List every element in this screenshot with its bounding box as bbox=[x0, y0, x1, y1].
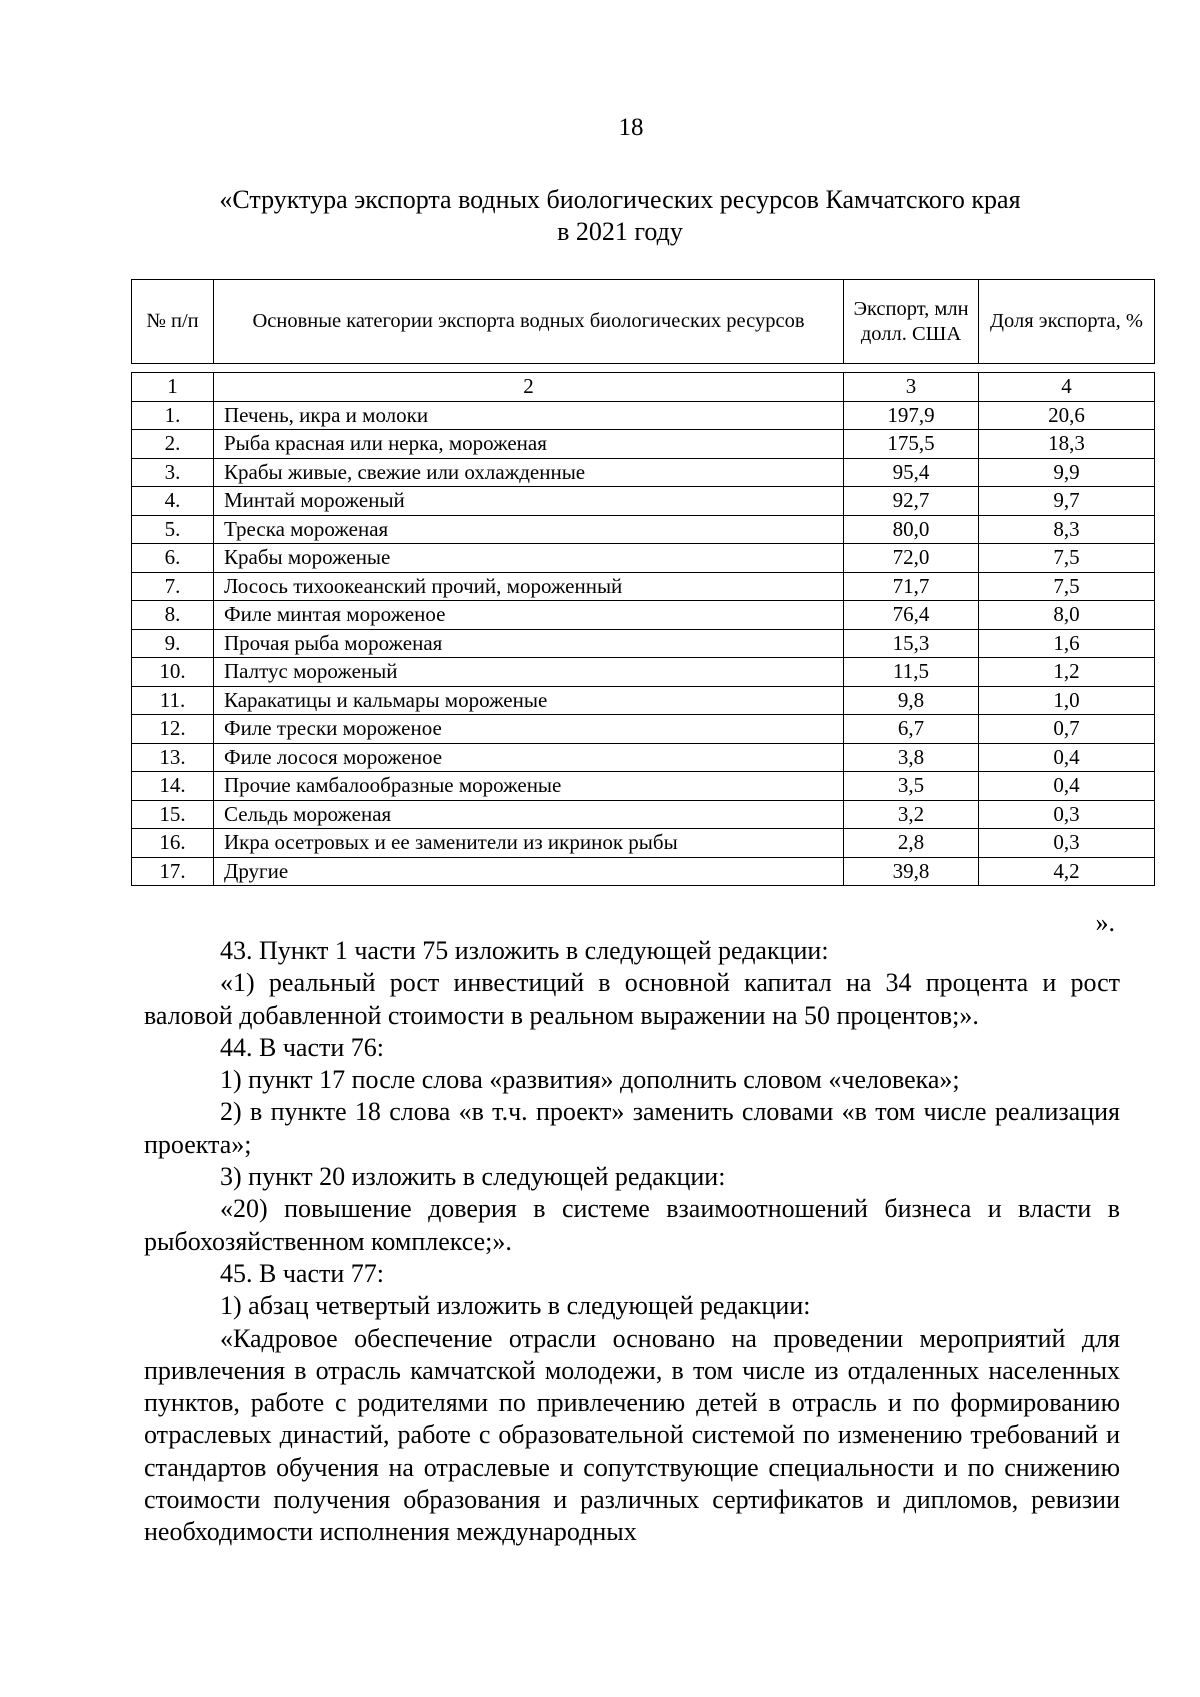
row-category: Прочая рыба мороженая bbox=[214, 629, 844, 658]
row-category: Крабы живые, свежие или охлажденные bbox=[214, 458, 844, 487]
row-number: 4. bbox=[132, 487, 214, 516]
row-category: Икра осетровых и ее заменители из икринок рыбы bbox=[214, 829, 844, 858]
row-share-value: 7,5 bbox=[979, 544, 1155, 573]
table-row bbox=[132, 658, 1155, 687]
row-share-value: 1,6 bbox=[979, 629, 1155, 658]
row-export-value: 39,8 bbox=[844, 857, 979, 886]
row-number: 13. bbox=[132, 743, 214, 772]
row-export-value: 197,9 bbox=[844, 401, 979, 430]
export-table bbox=[131, 372, 1155, 886]
table-row bbox=[132, 800, 1155, 829]
row-export-value: 3,8 bbox=[844, 743, 979, 772]
row-number: 7. bbox=[132, 572, 214, 601]
row-number: 11. bbox=[132, 686, 214, 715]
row-number: 12. bbox=[132, 715, 214, 744]
body-text bbox=[144, 935, 1120, 1549]
header-category: Основные категории экспорта водных биологических ресурсов bbox=[214, 280, 844, 364]
row-category: Другие bbox=[214, 857, 844, 886]
row-number: 3. bbox=[132, 458, 214, 487]
row-category: Лосось тихоокеанский прочий, мороженный bbox=[214, 572, 844, 601]
row-share-value: 0,7 bbox=[979, 715, 1155, 744]
table-row bbox=[132, 743, 1155, 772]
paragraph: «1) реальный рост инвестиций в основной капитал на 34 процента и рост валовой добавленной стоимости в реальном выражении на 50 процентов;». bbox=[144, 968, 1120, 1030]
row-share-value: 0,3 bbox=[979, 829, 1155, 858]
row-category: Каракатицы и кальмары мороженые bbox=[214, 686, 844, 715]
paragraph: 44. В части 76: bbox=[220, 1032, 384, 1062]
row-share-value: 7,5 bbox=[979, 572, 1155, 601]
row-share-value: 8,3 bbox=[979, 515, 1155, 544]
row-export-value: 3,5 bbox=[844, 772, 979, 801]
row-number: 16. bbox=[132, 829, 214, 858]
paragraph: 3) пункт 20 изложить в следующей редакции: bbox=[220, 1162, 726, 1192]
row-category: Филе трески мороженое bbox=[214, 715, 844, 744]
header-row bbox=[132, 280, 1155, 364]
page-number: 18 bbox=[618, 114, 644, 141]
row-export-value: 6,7 bbox=[844, 715, 979, 744]
row-category: Треска мороженая bbox=[214, 515, 844, 544]
table-row bbox=[132, 601, 1155, 630]
header-num: № п/п bbox=[132, 280, 214, 364]
row-number: 10. bbox=[132, 658, 214, 687]
row-category: Печень, икра и молоки bbox=[214, 401, 844, 430]
row-number: 17. bbox=[132, 857, 214, 886]
row-export-value: 95,4 bbox=[844, 458, 979, 487]
row-export-value: 11,5 bbox=[844, 658, 979, 687]
row-export-value: 72,0 bbox=[844, 544, 979, 573]
row-number: 15. bbox=[132, 800, 214, 829]
row-export-value: 92,7 bbox=[844, 487, 979, 516]
row-number: 5. bbox=[132, 515, 214, 544]
table-row bbox=[132, 458, 1155, 487]
table-title-line-2: в 2021 году bbox=[557, 217, 683, 246]
row-export-value: 76,4 bbox=[844, 601, 979, 630]
paragraph: «Кадровое обеспечение отрасли основано на проведении мероприятий для привлечения в отрасль камчатской молодежи, в том числе из отдаленных населенных пунктов, работе с родителями по привлечению детей в отрасль и по формированию отраслевых династий, работе с образовательной системой по изменению требований и стандартов обучения на отраслевые и сопутствующие специальности и по снижению стоимости получения образования и различных сертификатов и дипломов, ревизии необходимости исполнения международных bbox=[144, 1323, 1120, 1547]
row-category: Филе лосося мороженое bbox=[214, 743, 844, 772]
table-row bbox=[132, 401, 1155, 430]
row-export-value: 71,7 bbox=[844, 572, 979, 601]
row-export-value: 2,8 bbox=[844, 829, 979, 858]
closing-quote: ». bbox=[1095, 908, 1115, 937]
row-category: Сельдь мороженая bbox=[214, 800, 844, 829]
paragraph: 1) пункт 17 после слова «развития» дополнить словом «человека»; bbox=[220, 1065, 960, 1095]
row-category: Крабы мороженые bbox=[214, 544, 844, 573]
row-export-value: 9,8 bbox=[844, 686, 979, 715]
table-row bbox=[132, 430, 1155, 459]
table-row bbox=[132, 829, 1155, 858]
row-export-value: 80,0 bbox=[844, 515, 979, 544]
row-share-value: 1,0 bbox=[979, 686, 1155, 715]
row-number: 14. bbox=[132, 772, 214, 801]
table-row bbox=[132, 544, 1155, 573]
row-share-value: 18,3 bbox=[979, 430, 1155, 459]
row-share-value: 0,4 bbox=[979, 772, 1155, 801]
paragraph: 45. В части 77: bbox=[220, 1258, 384, 1288]
table-row bbox=[132, 686, 1155, 715]
row-share-value: 9,9 bbox=[979, 458, 1155, 487]
column-number: 4 bbox=[979, 373, 1155, 402]
table-row bbox=[132, 772, 1155, 801]
table-row bbox=[132, 629, 1155, 658]
table-row bbox=[132, 515, 1155, 544]
paragraph: 2) в пункте 18 слова «в т.ч. проект» заменить словами «в том числе реализация проекта»; bbox=[144, 1097, 1120, 1159]
row-share-value: 20,6 bbox=[979, 401, 1155, 430]
row-category: Филе минтая мороженое bbox=[214, 601, 844, 630]
row-share-value: 1,2 bbox=[979, 658, 1155, 687]
table-row bbox=[132, 572, 1155, 601]
row-number: 6. bbox=[132, 544, 214, 573]
row-number: 1. bbox=[132, 401, 214, 430]
row-export-value: 15,3 bbox=[844, 629, 979, 658]
table-row bbox=[132, 857, 1155, 886]
table-title bbox=[120, 184, 1120, 248]
paragraph: «20) повышение доверия в системе взаимоотношений бизнеса и власти в рыбохозяйственном комплексе;». bbox=[144, 1194, 1120, 1256]
row-number: 2. bbox=[132, 430, 214, 459]
column-number-row bbox=[132, 373, 1155, 402]
row-share-value: 4,2 bbox=[979, 857, 1155, 886]
row-number: 8. bbox=[132, 601, 214, 630]
header-export: Экспорт, млн долл. США bbox=[844, 280, 979, 364]
row-category: Прочие камбалообразные мороженые bbox=[214, 772, 844, 801]
row-category: Палтус мороженый bbox=[214, 658, 844, 687]
table-row bbox=[132, 487, 1155, 516]
row-share-value: 0,3 bbox=[979, 800, 1155, 829]
row-share-value: 0,4 bbox=[979, 743, 1155, 772]
column-number: 3 bbox=[844, 373, 979, 402]
row-category: Рыба красная или нерка, мороженая bbox=[214, 430, 844, 459]
table-header bbox=[131, 279, 1155, 364]
column-number: 2 bbox=[214, 373, 844, 402]
paragraph: 43. Пункт 1 части 75 изложить в следующей редакции: bbox=[220, 936, 829, 965]
row-share-value: 9,7 bbox=[979, 487, 1155, 516]
table-row bbox=[132, 715, 1155, 744]
row-export-value: 175,5 bbox=[844, 430, 979, 459]
column-number: 1 bbox=[132, 373, 214, 402]
header-share: Доля экспорта, % bbox=[979, 280, 1155, 364]
row-share-value: 8,0 bbox=[979, 601, 1155, 630]
row-category: Минтай мороженый bbox=[214, 487, 844, 516]
paragraph: 1) абзац четвертый изложить в следующей редакции: bbox=[220, 1291, 811, 1321]
row-export-value: 3,2 bbox=[844, 800, 979, 829]
table-title-line-1: «Структура экспорта водных биологических ресурсов Камчатского края bbox=[219, 185, 1021, 214]
row-number: 9. bbox=[132, 629, 214, 658]
